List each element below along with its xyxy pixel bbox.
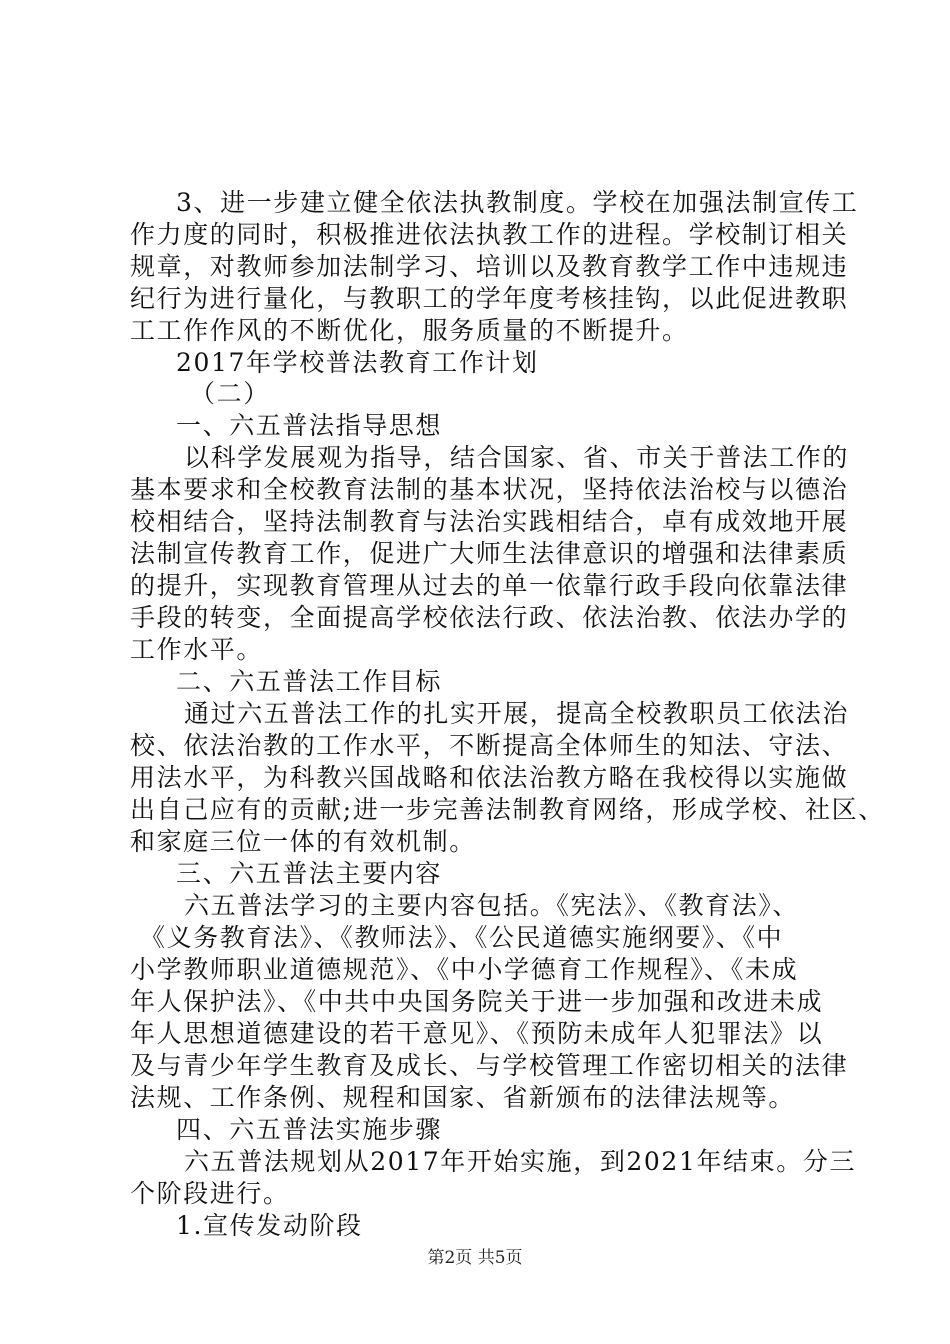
text-line: 工作水平。 (130, 635, 264, 664)
text-line: 校相结合，坚持法制教育与法治实践相结合，卓有成效地开展 (130, 507, 849, 536)
text-line: 的提升，实现教育管理从过去的单一依靠行政手段向依靠法律 (130, 571, 849, 600)
text-line: 2017年学校普法教育工作计划 (176, 348, 539, 377)
text-line: 法规、工作条例、规程和国家、省新颁布的法律法规等。 (130, 1083, 796, 1112)
text-line: 个阶段进行。 (130, 1179, 290, 1208)
text-line: 法制宣传教育工作，促进广大师生法律意识的增强和法律素质 (130, 539, 849, 568)
text-line: 三、六五普法主要内容 (176, 859, 443, 888)
text-line: 《义务教育法》、《教师法》、《公民道德实施纲要》、《中 (140, 923, 784, 952)
text-line: 作力度的同时，积极推进依法执教工作的进程。学校制订相关 (130, 220, 849, 249)
text-line: 3、进一步建立健全依法执教制度。学校在加强法制宣传工 (176, 188, 859, 217)
text-line: 基本要求和全校教育法制的基本状况，坚持依法治校与以德治 (130, 475, 849, 504)
text-line: 纪行为进行量化，与教职工的学年度考核挂钩，以此促进教职 (130, 284, 849, 313)
text-line: 以科学发展观为指导，结合国家、省、市关于普法工作的 (184, 443, 850, 472)
text-line: 规章，对教师参加法制学习、培训以及教育教学工作中违规违 (130, 252, 849, 281)
text-line: 1.宣传发动阶段 (176, 1211, 363, 1240)
text-line: 通过六五普法工作的扎实开展，提高全校教职员工依法治 (184, 699, 850, 728)
text-line: 和家庭三位一体的有效机制。 (130, 827, 476, 856)
text-line: 工工作作风的不断优化，服务质量的不断提升。 (130, 316, 689, 345)
text-line: 六五普法规划从2017年开始实施，到2021年结束。分三 (184, 1147, 857, 1176)
text-line: 校、依法治教的工作水平，不断提高全体师生的知法、守法、 (130, 731, 849, 760)
text-line: 二、六五普法工作目标 (176, 667, 443, 696)
text-line: 出自己应有的贡献;进一步完善法制教育网络，形成学校、社区、 (130, 795, 885, 824)
text-line: 用法水平，为科教兴国战略和依法治教方略在我校得以实施做 (130, 763, 849, 792)
text-line: 一、六五普法指导思想 (176, 411, 443, 440)
text-line: 年人思想道德建设的若干意见》、《预防未成年人犯罪法》以 (130, 1019, 824, 1048)
text-line: 六五普法学习的主要内容包括。《宪法》、《教育法》、 (184, 891, 800, 920)
page-footer: 第2页 共5页 (427, 1248, 523, 1268)
text-line: 年人保护法》、《中共中央国务院关于进一步加强和改进未成 (130, 987, 824, 1016)
text-line: （二） (190, 379, 270, 408)
text-line: 小学教师职业道德规范》、《中小学德育工作规程》、《未成 (130, 955, 799, 984)
text-line: 四、六五普法实施步骤 (176, 1115, 443, 1144)
text-line: 及与青少年学生教育及成长、与学校管理工作密切相关的法律 (130, 1051, 849, 1080)
text-line: 手段的转变，全面提高学校依法行政、依法治教、依法办学的 (130, 603, 849, 632)
